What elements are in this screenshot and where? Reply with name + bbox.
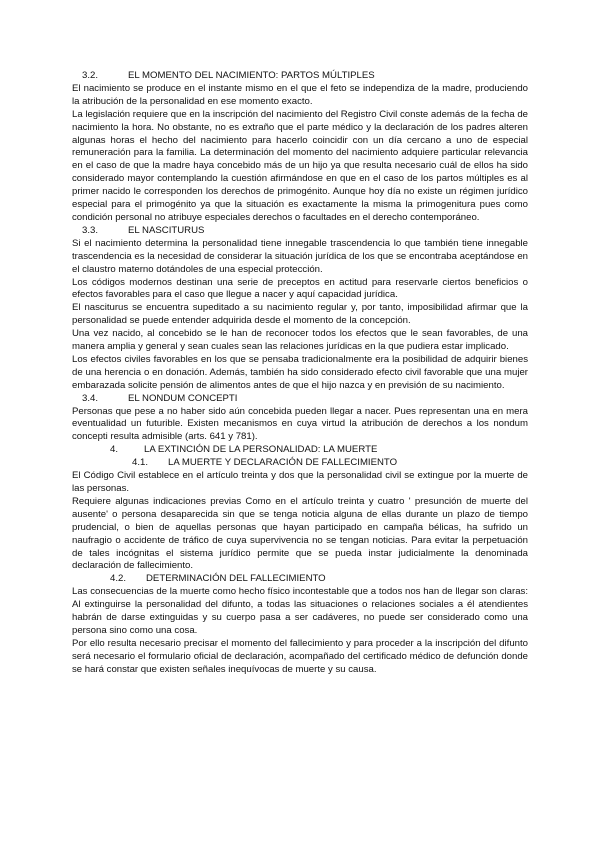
heading-title: EL MOMENTO DEL NACIMIENTO: PARTOS MÚLTIPLES [128,70,375,81]
paragraph: El Código Civil establece en el artículo treinta y dos que la personalidad civil se extingue por la muerte de las personas. [72,470,528,494]
paragraph: Las consecuencias de la muerte como hecho físico incontestable que a todos nos han de llegar son claras: Al extinguirse la personalidad del difunto, a todas las situaciones o relaciones sociales a él atendientes habrán de darse extinguidas y su cuerpo pasa a ser cadáveres, no puede ser considerado como una persona sino como una cosa. [72,586,528,636]
heading-number: 3.4. [82,392,99,404]
heading-4-1 [72,457,528,470]
paragraph: Una vez nacido, al concebido se le han de reconocer todos los efectos que le sean favorables, de una manera amplia y general y sean cuales sean las relaciones jurídicas en la que pudiera estar implicado. [72,328,528,353]
paragraph: Si el nacimiento determina la personalidad tiene innegable trascendencia lo que también tiene innegable trascendencia es la necesidad de considerar la situación jurídica de los que se encontraba aceptándose en el claustro materno dotándoles de una especial protección. [72,237,528,275]
paragraph: Requiere algunas indicaciones previas Como en el artículo treinta y cuatro ' presunción de muerte del ausente' o persona desaparecida sin que se tenga noticia alguna de ellas durante un plazo de tiempo prudencial, o bien de aquellas personas que hayan participado en campaña bélicas, ha sufrido un naufragio o accidente de tráfico de cuya supervivencia no se tengan noticias. Para evitar la perpetuación de tales incógnitas el sistema jurídico permite que se pueda instar judicialmente la denominada declaración de fallecimiento. [72,495,528,572]
heading-title: EL NASCITURUS [128,224,205,236]
document-page [72,70,528,677]
heading-3-2 [72,70,528,83]
paragraph: El nasciturus se encuentra supeditado a su nacimiento regular y, por tanto, imposibilidad afirmar que la personalidad se puede entender adquirida desde el momento de la concepción. [72,302,528,327]
paragraph: Personas que pese a no haber sido aún concebida pueden llegar a nacer. Pues representan una en mera eventualidad un futurible. Existen mecanismos en cuya virtud la atribución de derechos a los nondum concepti resulta admisible (arts. 641 y 781). [72,405,528,443]
heading-title: LA EXTINCIÓN DE LA PERSONALIDAD: LA MUERTE [144,444,378,456]
heading-3-3 [72,225,528,238]
paragraph: La legislación requiere que en la inscripción del nacimiento del Registro Civil conste además de la fecha de nacimiento la hora. No obstante, no es extraño que el parte médico y la declaración de los padres alteren algunas horas el hecho del nacimiento para hacerlo coincidir con un día cercano a uno de especial remuneración para la familia. La determinación del momento del nacimiento adquiere particular relevancia en el caso de que la madre haya concebido más de un hijo ya que resulta necesario cuál de ellos ha sido considerado mayor contemplando la cuestión afirmándose en que en el caso de los partos múltiples es al primer nacido le corresponden los derechos de primogénito. Aunque hoy día no existe un régimen jurídico especial para el primogénito ya que la situación es exactamente la misma la primogenitura pues como condición personal no atribuye especiales derechos o facultades en el derecho contemporáneo. [72,108,528,223]
heading-number: 4.1. [132,457,149,469]
heading-3-4 [72,393,528,406]
heading-4-2 [72,573,528,586]
paragraph: Los efectos civiles favorables en los que se pensaba tradicionalmente era la posibilidad de adquirir bienes de una herencia o en donación. Además, también ha sido considerado efecto civil favorable que una mujer embarazada solicite pensión de alimentos antes de que el hijo nazca y en previsión de su nacimiento. [72,353,528,391]
paragraph: El nacimiento se produce en el instante mismo en el que el feto se independiza de la madre, produciendo la atribución de la personalidad en ese momento exacto. [72,82,528,107]
heading-title: LA MUERTE Y DECLARACIÓN DE FALLECIMIENTO [168,457,398,469]
heading-number: 3.3. [82,224,99,236]
paragraph: Los códigos modernos destinan una serie de preceptos en actitud para reservarle ciertos beneficios o efectos favorables para el caso que llegue a nacer y aquí capacidad jurídica. [72,276,528,301]
heading-title: DETERMINACIÓN DEL FALLECIMIENTO [146,573,326,585]
heading-number: 3.2. [82,70,99,81]
heading-number: 4.2. [110,573,127,585]
heading-title: EL NONDUM CONCEPTI [128,392,238,404]
paragraph: Por ello resulta necesario precisar el momento del fallecimiento y para proceder a la inscripción del difunto será necesario el formulario oficial de declaración, acompañado del certificado médico de defunción donde se hará constar que existen señales inequívocas de muerte y su causa. [72,637,528,675]
heading-number: 4. [110,444,119,456]
heading-4 [72,444,528,457]
